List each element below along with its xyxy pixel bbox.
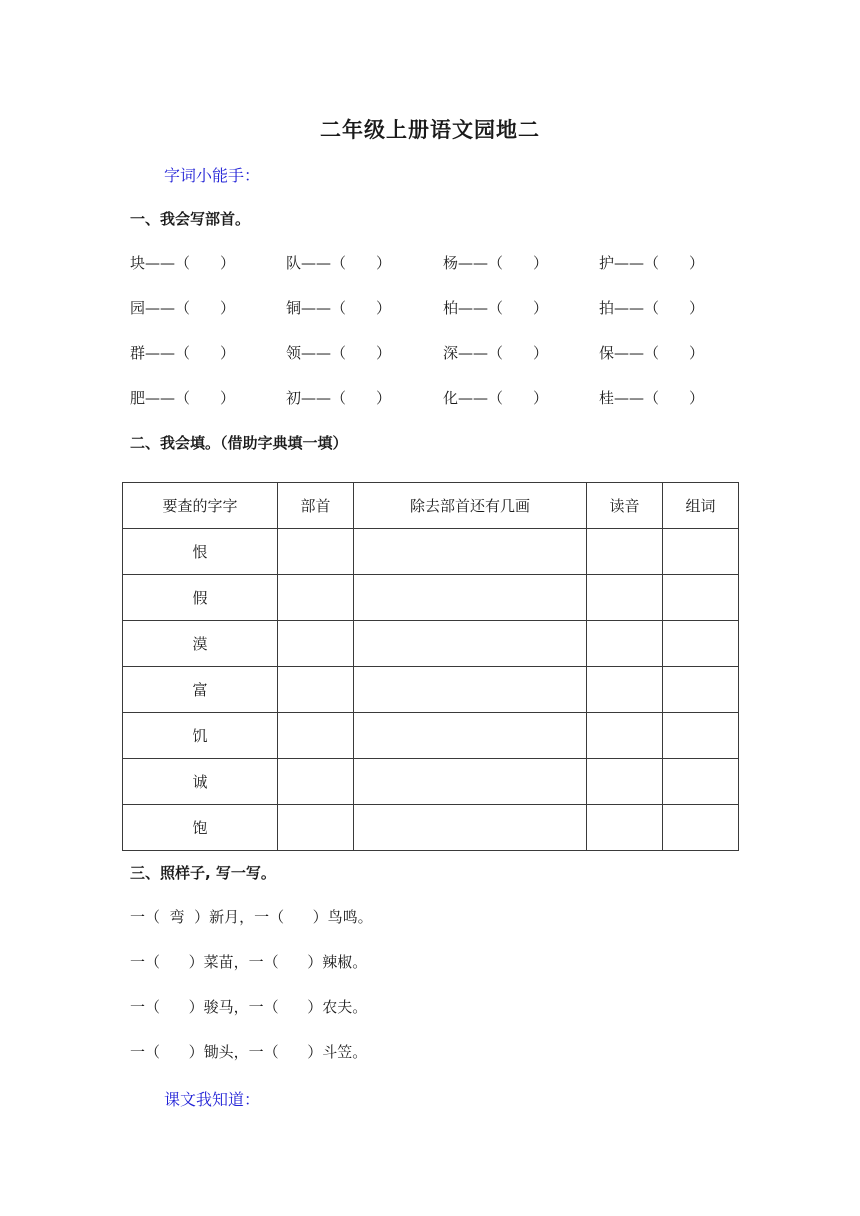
radical-item: 桂——（ ） [599,389,705,407]
table-row [123,529,739,575]
blank-cell[interactable] [278,759,354,805]
lookup-character: 漠 [123,621,278,667]
radical-item: 化——（ ） [443,389,549,407]
blank-cell[interactable] [354,621,587,667]
measure-word-line: 一（ ）菜苗，一（ ）辣椒。 [130,953,368,971]
radical-item: 群——（ ） [130,344,236,362]
table-row [123,621,739,667]
radical-item: 块——（ ） [130,254,236,272]
lookup-character: 饱 [123,805,278,851]
section1-heading: 一、我会写部首。 [130,210,251,228]
radical-item: 初——（ ） [286,389,392,407]
measure-word-line: 一（ ）锄头，一（ ）斗笠。 [130,1043,368,1061]
blank-cell[interactable] [278,621,354,667]
table-row [123,805,739,851]
blank-cell[interactable] [354,759,587,805]
column-header: 除去部首还有几画 [354,483,587,529]
table-header-row [123,483,739,529]
table-row [123,759,739,805]
blank-cell[interactable] [587,759,663,805]
blank-cell[interactable] [663,529,739,575]
dictionary-lookup-table [122,482,739,851]
part-heading-text-knowledge: 课文我知道： [164,1090,261,1109]
blank-cell[interactable] [354,575,587,621]
blank-cell[interactable] [663,805,739,851]
blank-cell[interactable] [278,667,354,713]
blank-cell[interactable] [663,621,739,667]
radical-item: 肥——（ ） [130,389,236,407]
blank-cell[interactable] [587,805,663,851]
column-header: 组词 [663,483,739,529]
radical-item: 拍——（ ） [599,299,705,317]
blank-cell[interactable] [663,667,739,713]
table-row [123,713,739,759]
column-header: 要查的字字 [123,483,278,529]
blank-cell[interactable] [663,575,739,621]
blank-cell[interactable] [354,529,587,575]
measure-word-line: 一（ 弯 ）新月，一（ ）鸟鸣。 [130,908,373,926]
page-title: 二年级上册语文园地二 [320,118,540,142]
section2-heading: 二、我会填。（借助字典填一填） [130,434,348,452]
blank-cell[interactable] [278,713,354,759]
table-row [123,667,739,713]
radical-item: 领——（ ） [286,344,392,362]
radical-item: 保——（ ） [599,344,705,362]
lookup-character: 饥 [123,713,278,759]
blank-cell[interactable] [663,713,739,759]
blank-cell[interactable] [587,667,663,713]
radical-item: 护——（ ） [599,254,705,272]
blank-cell[interactable] [278,805,354,851]
radical-item: 铜——（ ） [286,299,392,317]
column-header: 部首 [278,483,354,529]
blank-cell[interactable] [587,575,663,621]
table-row [123,575,739,621]
blank-cell[interactable] [354,805,587,851]
blank-cell[interactable] [354,667,587,713]
radical-item: 杨——（ ） [443,254,549,272]
measure-word-line: 一（ ）骏马，一（ ）农夫。 [130,998,368,1016]
lookup-character: 假 [123,575,278,621]
blank-cell[interactable] [587,621,663,667]
blank-cell[interactable] [278,529,354,575]
blank-cell[interactable] [278,575,354,621]
part-heading-word-skills: 字词小能手： [164,166,261,185]
column-header: 读音 [587,483,663,529]
radical-item: 深——（ ） [443,344,549,362]
lookup-character: 恨 [123,529,278,575]
blank-cell[interactable] [587,713,663,759]
blank-cell[interactable] [354,713,587,759]
lookup-character: 富 [123,667,278,713]
radical-item: 队——（ ） [286,254,392,272]
blank-cell[interactable] [587,529,663,575]
radical-item: 园——（ ） [130,299,236,317]
lookup-character: 诚 [123,759,278,805]
section3-heading: 三、照样子, 写一写。 [130,864,276,882]
blank-cell[interactable] [663,759,739,805]
radical-item: 柏——（ ） [443,299,549,317]
